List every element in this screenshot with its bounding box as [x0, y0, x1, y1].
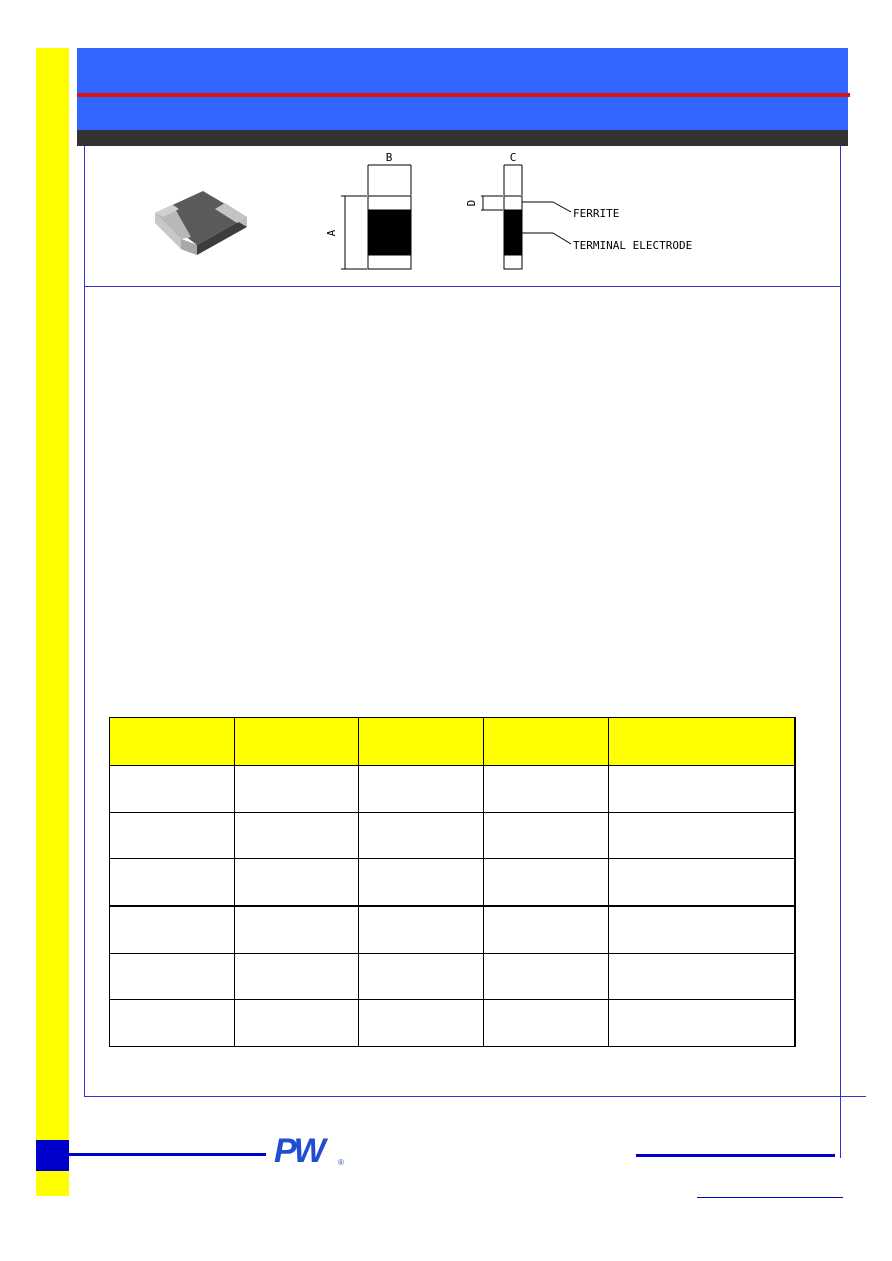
table-cell: [110, 906, 235, 953]
side-view-drawing: [481, 165, 571, 269]
table-cell: [110, 766, 235, 813]
table-cell: [359, 953, 484, 1000]
table-header-cell: [483, 718, 608, 766]
frame-bottom-rule: [84, 1096, 866, 1097]
table-header-cell: [608, 718, 795, 766]
dim-label-a: A: [325, 229, 338, 237]
logo-text: PW: [274, 1132, 323, 1169]
table-cell: [608, 812, 795, 859]
table-row: [110, 812, 796, 859]
table-cell: [359, 1000, 484, 1047]
component-drawing: [85, 147, 840, 286]
label-terminal-electrode: TERMINAL ELECTRODE: [573, 239, 693, 252]
table-cell: [110, 859, 235, 906]
table-header-cell: [234, 718, 359, 766]
table-cell: [608, 766, 795, 813]
table-cell: [234, 766, 359, 813]
footer-rule-right: [636, 1154, 835, 1157]
table-row: [110, 953, 796, 1000]
table-cell: [608, 906, 795, 953]
chip-3d-illustration: [155, 191, 247, 255]
table-header-cell: [110, 718, 235, 766]
table-cell: [608, 1000, 795, 1047]
table-cell: [483, 859, 608, 906]
left-accent-bar: [36, 48, 69, 1196]
spec-table: [109, 717, 796, 1047]
table-cell: [110, 1000, 235, 1047]
company-logo: [272, 1131, 348, 1169]
table-cell: [359, 906, 484, 953]
table-row: [110, 906, 796, 953]
label-ferrite: FERRITE: [573, 207, 620, 220]
table-row: [110, 1000, 796, 1047]
table-cell: [359, 859, 484, 906]
table-cell: [234, 906, 359, 953]
frame-left-rule: [84, 146, 85, 1096]
table-cell: [234, 953, 359, 1000]
left-accent-block: [36, 1140, 69, 1171]
footer-rule-left: [69, 1153, 266, 1156]
table-cell: [608, 859, 795, 906]
dim-label-b: B: [385, 151, 393, 164]
table-cell: [359, 766, 484, 813]
table-cell: [483, 906, 608, 953]
table-cell: [110, 953, 235, 1000]
table-cell: [483, 953, 608, 1000]
table-cell: [483, 1000, 608, 1047]
table-row: [110, 766, 796, 813]
footer-link-underline: [697, 1197, 843, 1198]
table-cell: [359, 812, 484, 859]
table-row: [110, 859, 796, 906]
dim-label-c: C: [509, 151, 517, 164]
table-cell: [483, 812, 608, 859]
table-cell: [234, 812, 359, 859]
front-view-drawing: [341, 165, 411, 269]
header-dark-strip: [77, 130, 848, 146]
table-cell: [110, 812, 235, 859]
table-cell: [234, 1000, 359, 1047]
table-cell: [483, 766, 608, 813]
table-header-cell: [359, 718, 484, 766]
table-cell: [608, 953, 795, 1000]
header-red-rule: [77, 93, 850, 97]
table-cell: [234, 859, 359, 906]
frame-divider: [84, 286, 841, 287]
dim-label-d: D: [465, 199, 478, 207]
frame-right-rule: [840, 146, 841, 1158]
logo-registered-mark: ®: [338, 1158, 344, 1167]
table-header-row: [110, 718, 796, 766]
